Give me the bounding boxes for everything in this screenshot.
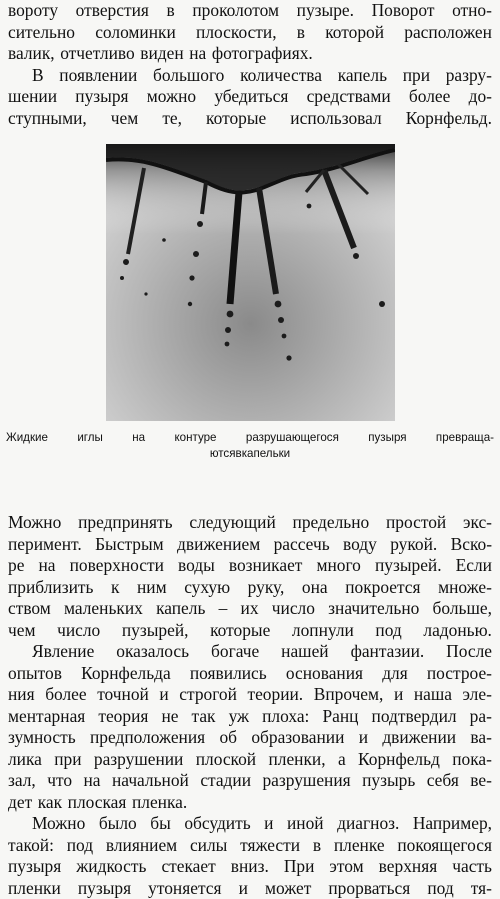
text-line: опытов Корнфельда появились основания для построе- [8,663,492,685]
text-line: ния более точной и строгой теории. Впрочем, и наша эле- [8,684,492,706]
paragraph-first-line: В появлении большого количества капель при разру- [8,65,492,87]
text-line: сительно соломинки плоскости, в которой расположен [8,22,492,44]
top-text-block [8,0,492,129]
main-text-block [8,512,492,899]
text-line: ством маленьких капель – их число значительно больше, [8,598,492,620]
text-line: такой: под влиянием силы тяжести в пленке покоящегося [8,835,492,857]
text-line: вороту отверстия в проколотом пузыре. Поворот отно- [8,0,492,22]
paragraph-first-line: Можно было бы обсудить и иной диагноз. Например, [8,813,492,835]
text-line: лика при разрушении плоской пленки, а Корнфельд пока- [8,749,492,771]
text-line: зал, что на начальной стадии разрушения пузырь себя ве- [8,770,492,792]
text-line: Можно предпринять следующий предельно простой экс- [8,512,492,534]
bubble-photo [106,144,395,421]
text-line: ступными, чем те, которые использовал Корнфельд. [8,108,492,130]
text-line: шении пузыря можно убедиться средствами более до- [8,86,492,108]
paragraph-first-line: Явление оказалось богаче нашей фантазии. После [8,641,492,663]
text-line: валик, отчетливо виден на фотографиях. [8,43,492,65]
text-line: пленки пузыря утоняется и может прорваться под тя- [8,878,492,899]
text-line: пузыря жидкость стекает вниз. При этом верхняя часть [8,856,492,878]
figure-caption [6,430,494,462]
text-line: дет как плоская пленка. [8,792,492,814]
text-line: чем число пузырей, которые лопнули под ладонью. [8,620,492,642]
caption-line: ются в капельки [6,446,494,462]
caption-line: Жидкие иглы на контуре разрушающегося пузыря превраща- [6,430,494,446]
text-line: зумность предположения об образовании и движении ва- [8,727,492,749]
text-line: ментарная теория не так уж плоха: Ранц подтвердил ра- [8,706,492,728]
text-line: перимент. Быстрым движением рассечь воду рукой. Вско- [8,534,492,556]
text-line: приблизить к ним сухую руку, она покроется множе- [8,577,492,599]
bubble-photo-image [106,144,395,421]
text-line: ре на поверхности воды возникает много пузырей. Если [8,555,492,577]
